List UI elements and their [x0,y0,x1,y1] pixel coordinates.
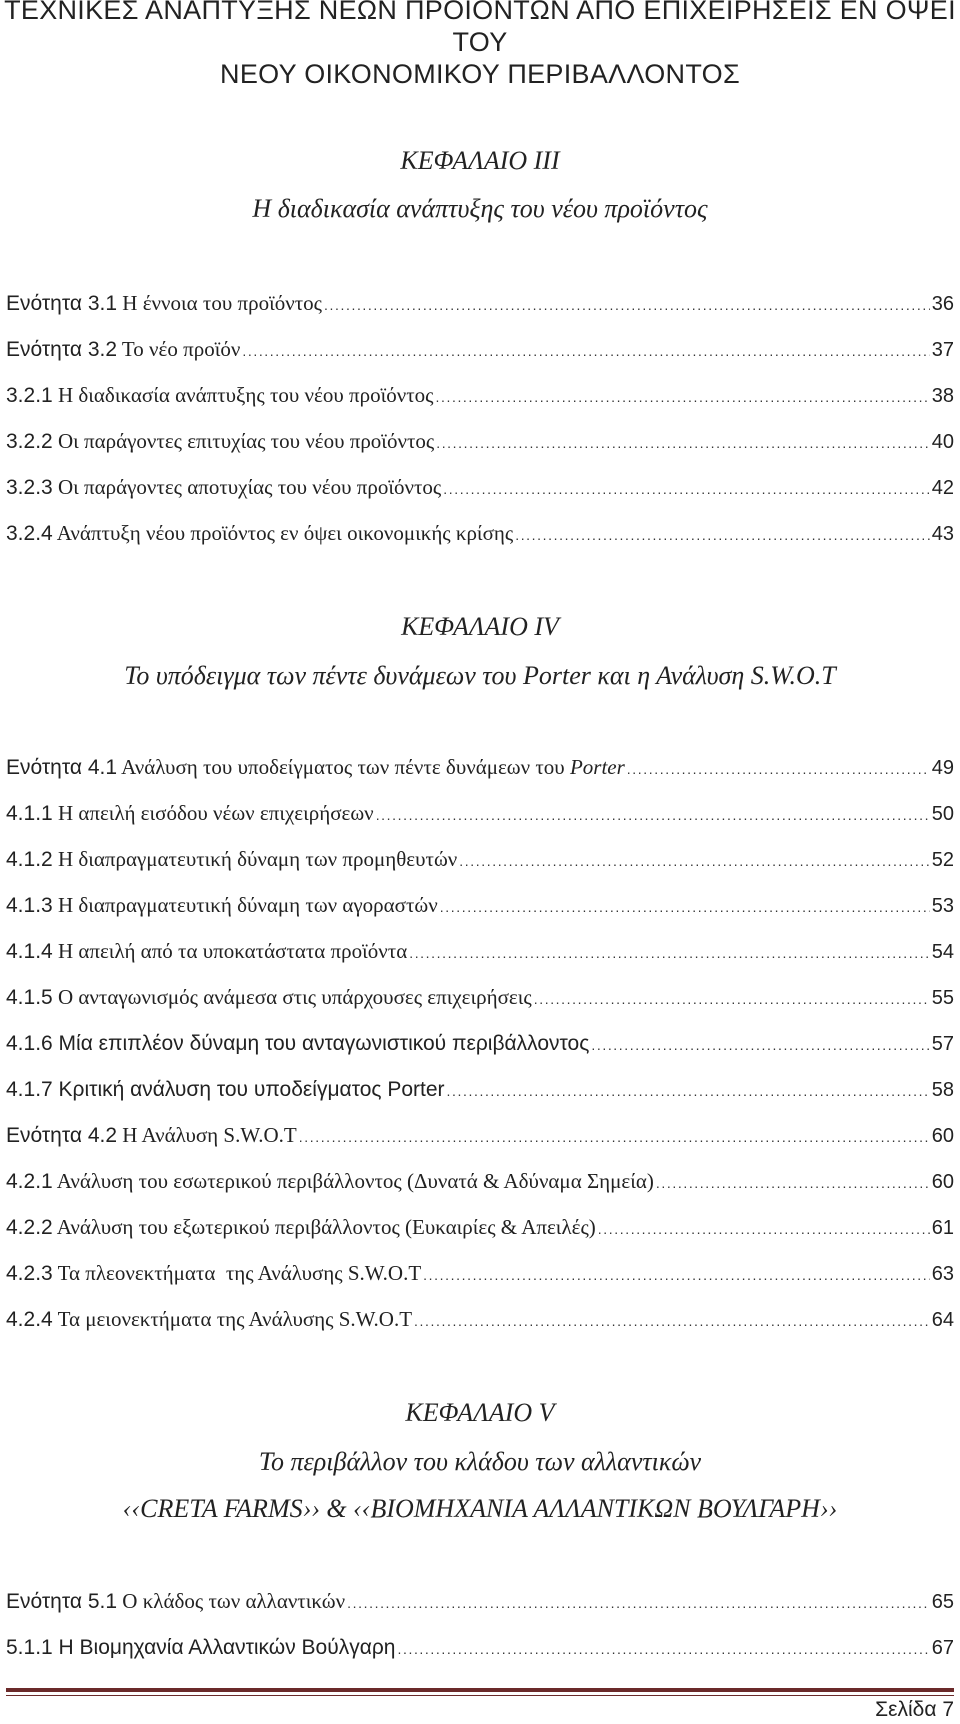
toc-entry[interactable]: 3.2.4 Ανάπτυξη νέου προϊόντος εν όψει οικονομικής κρίσης ..... 43 [6,521,954,551]
leader-dots [598,1221,930,1237]
toc-entry[interactable]: Ενότητα 3.2 Το νέο προϊόν ..... 37 [6,337,954,367]
leader-dots [409,945,930,961]
toc-page-number: 61 [931,1217,954,1239]
leader-dots [414,1313,930,1329]
toc-entry[interactable]: 4.1.3 Η διαπραγματευτική δύναμη των αγοραστών ..... 53 [6,893,954,923]
leader-dots [627,761,930,777]
toc-page-number: 37 [931,339,954,361]
chapter-3-title: ΚΕΦΑΛΑΙΟ ΙΙΙ [400,146,560,175]
footer-rule-thin [6,1695,954,1696]
toc-entry[interactable]: Ενότητα 4.2 Η Ανάλυση S.W.O.T ..... 60 [6,1123,954,1153]
toc-entry[interactable]: 4.2.4 Τα μειονεκτήματα της Ανάλυσης S.W.O.T ..... 64 [6,1307,954,1337]
toc-page-number: 67 [931,1637,954,1659]
toc-entry[interactable]: Ενότητα 5.1 Ο κλάδος των αλλαντικών ..... 65 [6,1589,954,1619]
chapter-5-subtitle: Το περιβάλλον του κλάδου των αλλαντικών [258,1447,702,1476]
page-number-footer: Σελίδα 7 [875,1698,954,1721]
toc-page-number: 43 [931,523,954,545]
running-header [0,0,960,90]
leader-dots [534,991,930,1007]
toc-entry[interactable]: 4.1.4 Η απειλή από τα υποκατάστατα προϊόντα ..... 54 [6,939,954,969]
toc-page-number: 38 [931,385,954,407]
leader-dots [299,1129,930,1145]
toc-page-number: 40 [931,431,954,453]
chapter-5-companies: ‹‹CRETA FARMS›› & ‹‹ΒΙΟΜΗΧΑΝΙΑ ΑΛΛΑΝΤΙΚΩΝ ΒΟΥΛΓΑΡΗ›› [122,1494,838,1523]
toc-page-number: 49 [931,757,954,779]
chapter-3-subtitle: Η διαδικασία ανάπτυξης του νέου προϊόντος [252,194,708,223]
chapter-4-title: ΚΕΦΑΛΑΙΟ IV [401,612,559,641]
leader-dots [347,1595,930,1611]
toc-entry[interactable]: 4.2.2 Ανάλυση του εξωτερικού περιβάλλοντος (Ευκαιρίες & Απειλές) ..... 61 [6,1215,954,1245]
leader-dots [443,481,930,497]
leader-dots [324,297,930,313]
leader-dots [436,435,930,451]
toc-page-number: 53 [931,895,954,917]
toc-page-number: 54 [931,941,954,963]
leader-dots [515,527,930,543]
toc-entry[interactable]: 3.2.3 Οι παράγοντες αποτυχίας του νέου προϊόντος ..... 42 [6,475,954,505]
toc-entry[interactable]: 4.2.1 Ανάλυση του εσωτερικού περιβάλλοντος (Δυνατά & Αδύναμα Σημεία) ..... 60 [6,1169,954,1199]
toc-entry[interactable]: Ενότητα 4.1 Ανάλυση του υποδείγματος των πέντε δυνάμεων του Porter ..... 49 [6,755,954,785]
leader-dots [423,1267,930,1283]
leader-dots [656,1175,930,1191]
chapter-4-subtitle: Το υπόδειγμα των πέντε δυνάμεων του Porter και η Ανάλυση S.W.O.T [124,661,836,690]
chapter-5-title: ΚΕΦΑΛΑΙΟ V [405,1398,555,1427]
leader-dots [591,1037,929,1053]
toc-entry[interactable]: 4.1.7 Κριτική ανάλυση του υποδείγματος Porter ..... 58 [6,1077,954,1107]
toc-entry[interactable]: 4.1.6 Μία επιπλέον δύναμη του ανταγωνιστικού περιβάλλοντος ..... 57 [6,1031,954,1061]
toc-page-number: 50 [931,803,954,825]
leader-dots [440,899,930,915]
leader-dots [459,853,929,869]
leader-dots [376,807,930,823]
leader-dots [397,1641,929,1657]
toc-page-number: 60 [931,1171,954,1193]
toc-page-number: 36 [931,293,954,315]
leader-dots [435,389,929,405]
toc-entry[interactable]: 3.2.1 Η διαδικασία ανάπτυξης του νέου προϊόντος ..... 38 [6,383,954,413]
leader-dots [447,1083,930,1099]
toc-entry[interactable]: Ενότητα 3.1 Η έννοια του προϊόντος ..... 36 [6,291,954,321]
toc-page-number: 52 [931,849,954,871]
toc-entry[interactable]: 4.2.3 Τα πλεονεκτήματα της Ανάλυσης S.W.O.T ..... 63 [6,1261,954,1291]
toc-entry[interactable]: 4.1.1 Η απειλή εισόδου νέων επιχειρήσεων ..... 50 [6,801,954,831]
toc-entry[interactable]: 3.2.2 Οι παράγοντες επιτυχίας του νέου προϊόντος ..... 40 [6,429,954,459]
toc-page-number: 64 [931,1309,954,1331]
toc-page-number: 65 [931,1591,954,1613]
toc-page-number: 55 [931,987,954,1009]
toc-entry[interactable]: 4.1.5 Ο ανταγωνισμός ανάμεσα στις υπάρχουσες επιχειρήσεις ..... 55 [6,985,954,1015]
header-line-1: ΤΕΧΝΙΚΕΣ ΑΝΑΠΤΥΞΗΣ ΝΕΩΝ ΠΡΟΙΟΝΤΩΝ ΑΠΟ ΕΠΙΧΕΙΡΗΣΕΙΣ ΕΝ ΟΨΕΙ ΤΟΥ [4,0,956,57]
footer-rule-thick [6,1688,954,1692]
toc-page-number: 58 [931,1079,954,1101]
toc-page-number: 42 [931,477,954,499]
leader-dots [242,343,929,359]
toc-entry[interactable]: 4.1.2 Η διαπραγματευτική δύναμη των προμηθευτών ..... 52 [6,847,954,877]
toc-page-number: 63 [931,1263,954,1285]
toc-page-number: 57 [931,1033,954,1055]
toc-entry[interactable]: 5.1.1 Η Βιομηχανία Αλλαντικών Βούλγαρη ..... 67 [6,1635,954,1665]
header-line-2: ΝΕΟΥ ΟΙΚΟΝΟΜΙΚΟΥ ΠΕΡΙΒΑΛΛΟΝΤΟΣ [220,59,740,89]
toc-page-number: 60 [931,1125,954,1147]
